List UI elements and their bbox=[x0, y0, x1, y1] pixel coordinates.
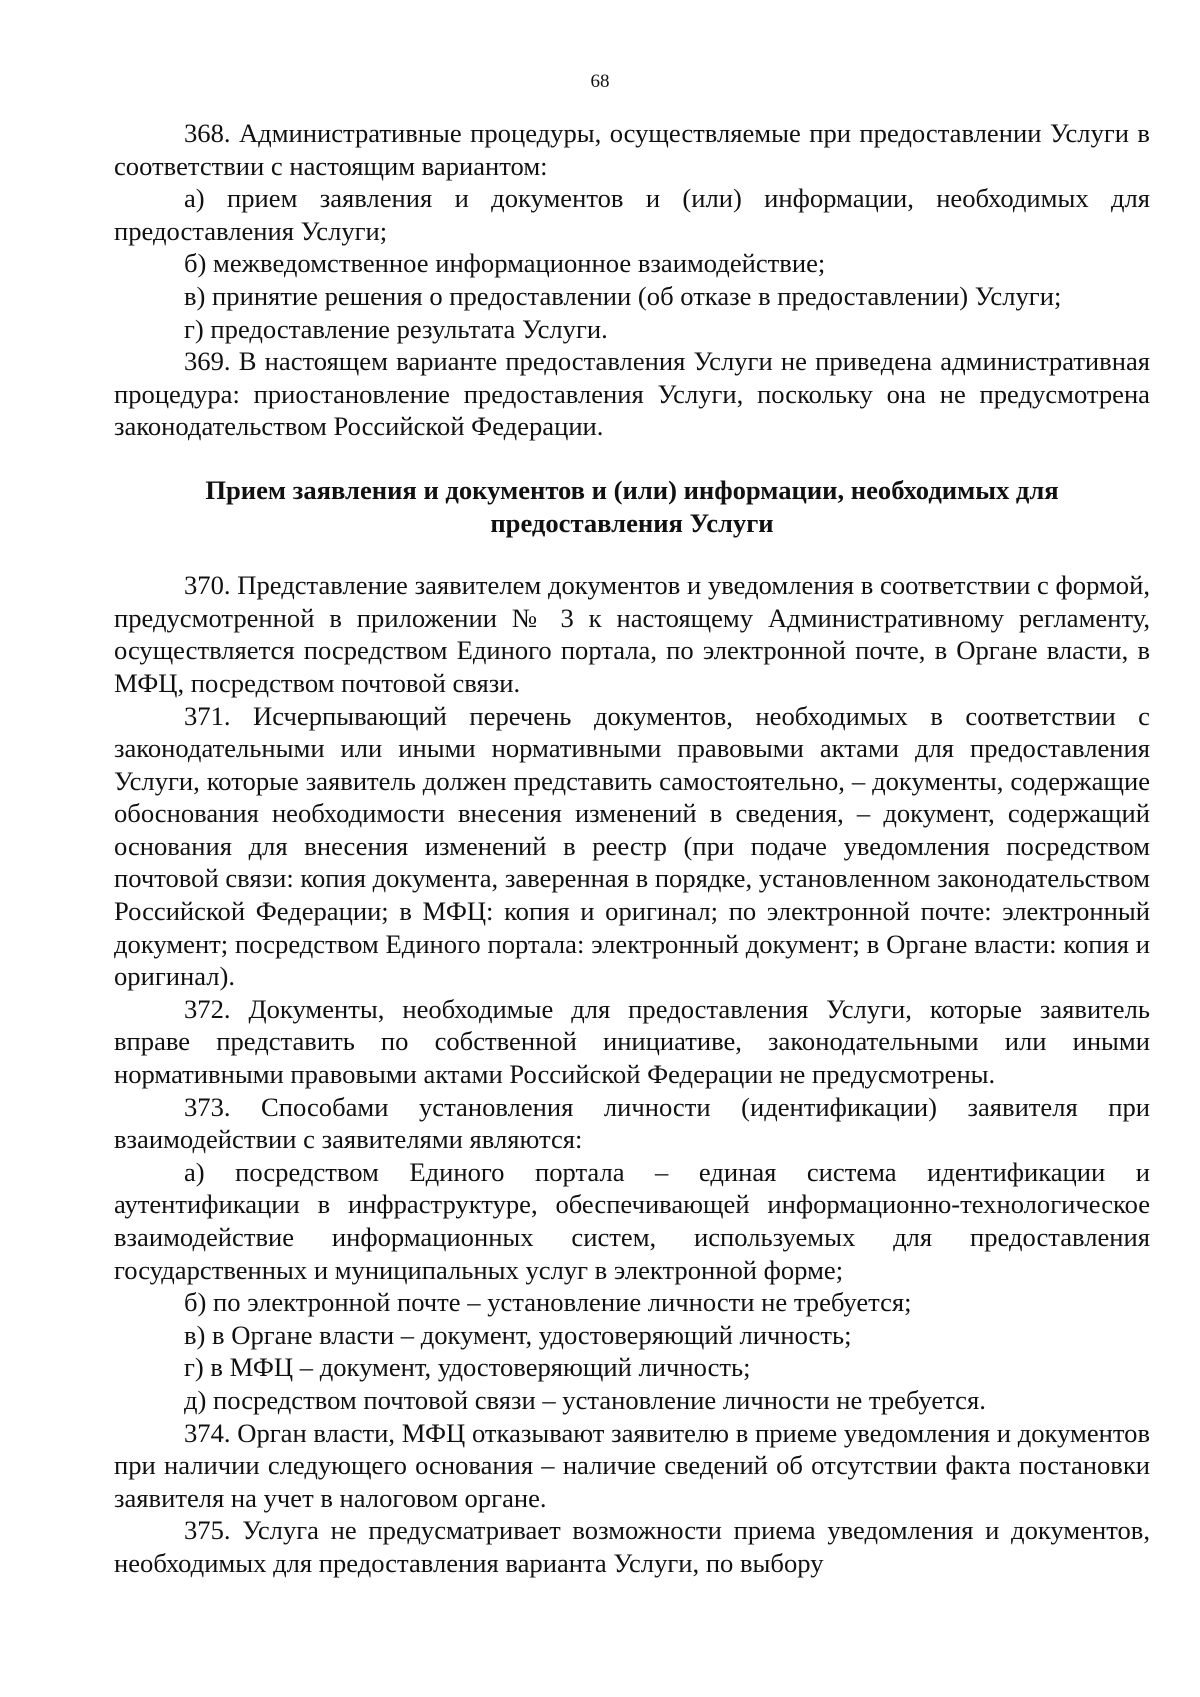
paragraph-375: 375. Услуга не предусматривает возможности приема уведомления и документов, необходимых для предоставления варианта Услуги, по выбору bbox=[114, 1515, 1150, 1578]
list-item-373-d: д) посредством почтовой связи – установление личности не требуется. bbox=[184, 1384, 986, 1415]
list-item-368-a: а) прием заявления и документов и (или) информации, необходимых для предоставления Услуги; bbox=[114, 183, 1150, 246]
paragraph-370: 370. Представление заявителем документов и уведомления в соответствии с формой, предусмотренной в приложении № 3 к настоящему Административному регламенту, осуществляется посредством Единого портала, по электронной почте, в Органе власти, в МФЦ, посредством почтовой связи. bbox=[114, 570, 1150, 698]
paragraph-373: 373. Способами установления личности (идентификации) заявителя при взаимодействии с заявителями являются: bbox=[114, 1091, 1150, 1155]
list-item-368-g: г) предоставление результата Услуги. bbox=[184, 313, 608, 344]
paragraph-374: 374. Орган власти, МФЦ отказывают заявителю в приеме уведомления и документов при наличии следующего основания – наличие сведений об отсутствии факта постановки заявителя на учет в налоговом органе. bbox=[114, 1417, 1150, 1513]
list-item-373-b: б) по электронной почте – установление личности не требуется; bbox=[184, 1287, 912, 1318]
paragraph-371: 371. Исчерпывающий перечень документов, необходимых в соответствии с законодательными или иными нормативными правовыми актами для предоставления Услуги, которые заявитель должен представить самостоятельно, – документы, содержащие обоснования необходимости внесения изменений в сведения, – документ, содержащий основания для внесения изменений в реестр (при подаче уведомления посредством почтовой связи: копия документа, заверенная в порядке, установленном законодательством Российской Федерации; в МФЦ: копия и оригинал; по электронной почте: электронный документ; посредством Единого портала: электронный документ; в Органе власти: копия и оригинал). bbox=[114, 700, 1150, 992]
page-number: 68 bbox=[590, 71, 610, 92]
list-item-368-v: в) принятие решения о предоставлении (об отказе в предоставлении) Услуги; bbox=[184, 280, 1062, 311]
paragraph-372: 372. Документы, необходимые для предоставления Услуги, которые заявитель вправе представить по собственной инициативе, законодательными или иными нормативными правовыми актами Российской Федерации не предусмотрены. bbox=[114, 993, 1150, 1090]
section-heading: Прием заявления и документов и (или) информации, необходимых для предоставления Услуги bbox=[205, 474, 1059, 538]
paragraph-368: 368. Административные процедуры, осуществляемые при предоставлении Услуги в соответствии с настоящим вариантом: bbox=[114, 118, 1150, 181]
paragraph-369: 369. В настоящем варианте предоставления Услуги не приведена административная процедура: приостановление предоставления Услуги, поскольку она не предусмотрена законодательством Российской Федерации. bbox=[114, 346, 1150, 442]
list-item-373-v: в) в Органе власти – документ, удостоверяющий личность; bbox=[184, 1319, 852, 1350]
list-item-368-b: б) межведомственное информационное взаимодействие; bbox=[184, 248, 826, 279]
list-item-373-a: а) посредством Единого портала – единая система идентификации и аутентификации в инфраструктуре, обеспечивающей информационно-технологическое взаимодействие информационных систем, используемых для предоставления государственных и муниципальных услуг в электронной форме; bbox=[114, 1156, 1150, 1285]
page-body bbox=[114, 117, 1150, 1580]
list-item-373-g: г) в МФЦ – документ, удостоверяющий личность; bbox=[184, 1352, 751, 1383]
